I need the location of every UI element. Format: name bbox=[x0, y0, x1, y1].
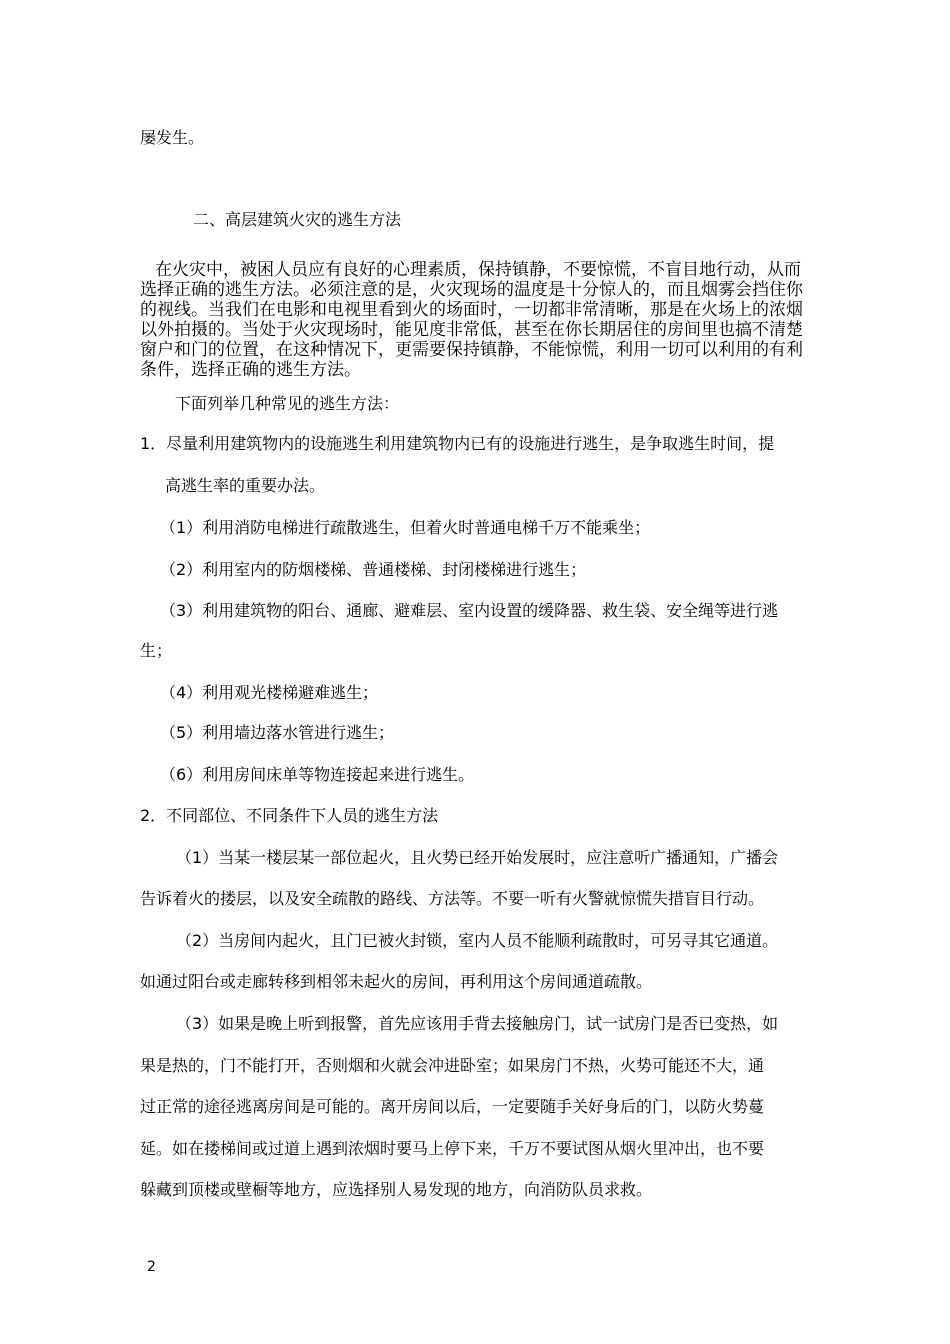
sub-item-3: （3）利用建筑物的阳台、通廊、避难层、室内设置的缓降器、救生袋、安全绳等进行逃 bbox=[160, 601, 779, 620]
paragraph-3-line: 果是热的，门不能打开，否则烟和火就会冲进卧室；如果房门不热，火势可能还不大，通 bbox=[140, 1056, 765, 1075]
paragraph-1-line: （1）当某一楼层某一部位起火，且火势已经开始发展时，应注意听广播通知，广播会 bbox=[176, 848, 779, 867]
sub-item-6: （6）利用房间床单等物连接起来进行逃生。 bbox=[160, 765, 475, 784]
sub-item-4: （4）利用观光楼梯避难逃生； bbox=[160, 683, 379, 702]
paragraph-3-line: （3）如果是晚上听到报警，首先应该用手背去接触房门，试一试房门是否已变热，如 bbox=[176, 1014, 779, 1033]
page-number: 2 bbox=[147, 1259, 156, 1275]
intro-line: 的视线。当我们在电影和电视里看到火的场面时，一切都非常清晰，那是在火场上的浓烟 bbox=[140, 300, 803, 320]
paragraph-3-line: 延。如在搂梯间或过道上遇到浓烟时要马上停下来，千万不要试图从烟火里冲出，也不要 bbox=[140, 1139, 765, 1158]
paragraph-1-line: 告诉着火的搂层，以及安全疏散的路线、方法等。不要一听有火警就惊慌失措盲目行动。 bbox=[140, 889, 765, 908]
intro-line: 窗户和门的位置，在这种情况下，更需要保持镇静，不能惊慌，利用一切可以利用的有利 bbox=[140, 340, 803, 360]
intro-line: 选择正确的逃生方法。必须注意的是，火灾现场的温度是十分惊人的，而且烟雾会挡住你 bbox=[140, 280, 803, 300]
sub-item-1: （1）利用消防电梯进行疏散逃生，但着火时普通电梯千万不能乘坐； bbox=[160, 518, 651, 537]
intro-line: 条件，选择正确的逃生方法。 bbox=[140, 360, 361, 380]
sub-item-2: （2）利用室内的防烟楼梯、普通楼梯、封闭楼梯进行逃生； bbox=[160, 560, 587, 579]
intro-line: 在火灾中，被困人员应有良好的心理素质，保持镇静，不要惊慌，不盲目地行动，从而 bbox=[155, 260, 801, 280]
item-2-heading: 2．不同部位、不同条件下人员的逃生方法 bbox=[140, 806, 439, 825]
intro-line: 以外拍摄的。当处于火灾现场时，能见度非常低，甚至在你长期居住的房间里也搞不清楚 bbox=[140, 320, 803, 340]
paragraph-3-line: 过正常的途径逃离房间是可能的。离开房间以后，一定要随手关好身后的门，以防火势蔓 bbox=[140, 1097, 765, 1116]
paragraph-3-line: 躲藏到顶楼或壁橱等地方，应选择别人易发现的地方，向消防队员求救。 bbox=[140, 1180, 653, 1199]
list-intro: 下面列举几种常见的逃生方法： bbox=[175, 394, 400, 413]
paragraph-2-line: （2）当房间内起火，且门已被火封锁，室内人员不能顺利疏散时，可另寻其它通道。 bbox=[176, 931, 779, 950]
item-1-line: 高逃生率的重要办法。 bbox=[165, 476, 326, 495]
item-1-line: 1．尽量利用建筑物内的设施逃生利用建筑物内已有的设施进行逃生，是争取逃生时间，提 bbox=[140, 434, 775, 453]
sub-item-5: （5）利用墙边落水管进行逃生； bbox=[160, 723, 395, 742]
section-heading: 二、高层建筑火灾的逃生方法 bbox=[193, 210, 402, 229]
paragraph-2-line: 如通过阳台或走廊转移到相邻未起火的房间，再利用这个房间通道疏散。 bbox=[140, 972, 653, 991]
sub-item-3-wrap: 生； bbox=[140, 641, 173, 660]
continuation-text: 屡发生。 bbox=[140, 128, 205, 147]
